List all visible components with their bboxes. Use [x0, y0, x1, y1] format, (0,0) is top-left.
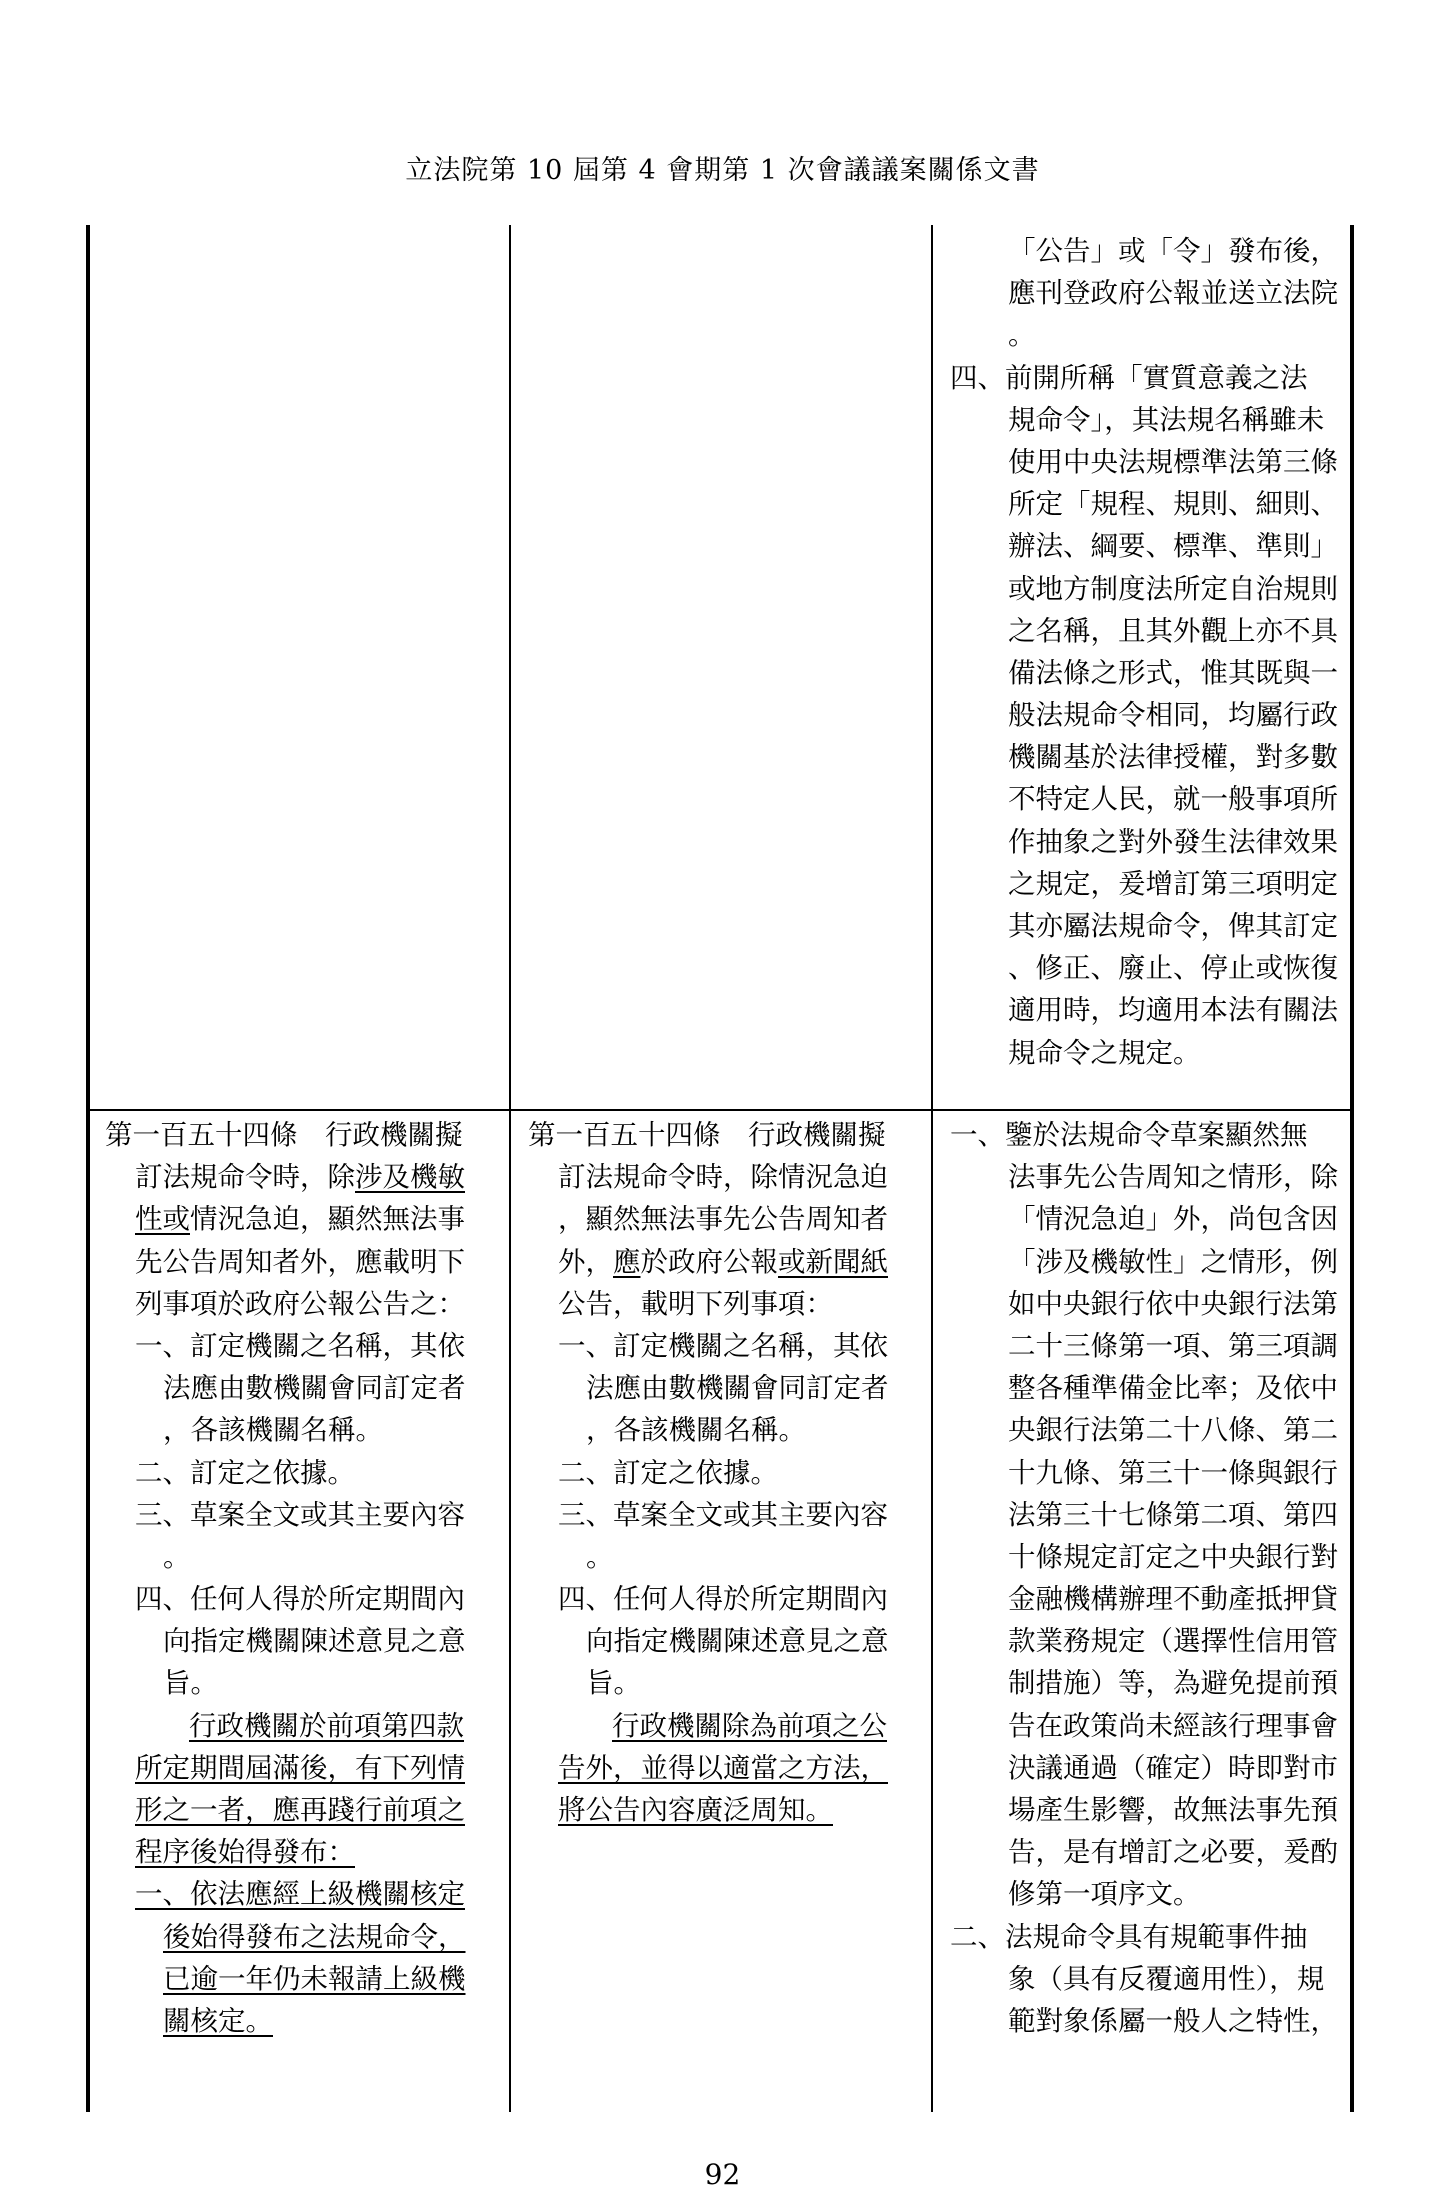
list-item-continued: ，各該機關名稱。 [163, 1414, 383, 1447]
list-item-continued: 制措施）等，為避免提前預 [1008, 1667, 1338, 1700]
changed-text: 應 [613, 1245, 641, 1278]
article-heading: 第一百五十四條 行政機關擬 [105, 1119, 463, 1151]
list-item-continued: 之名稱，且其外觀上亦不具 [1008, 614, 1338, 647]
list-item-continued: 向指定機關陳述意見之意 [586, 1625, 889, 1658]
amended-text: 涉及機敏 [355, 1161, 465, 1194]
article-line: 外，應於政府公報或新聞紙 [558, 1245, 888, 1278]
list-item: 二、法規命令具有規範事件抽 [950, 1920, 1308, 1953]
list-item-continued: 款業務規定（選擇性信用管 [1008, 1625, 1338, 1658]
column-divider [509, 225, 511, 2112]
list-item-continued: 「公告」或「令」發布後， [1008, 235, 1338, 267]
page-number: 92 [704, 2158, 741, 2191]
list-item-continued: 旨。 [163, 1667, 218, 1700]
list-item-continued: 其亦屬法規命令，俾其訂定 [1008, 910, 1338, 942]
article-line: ，顯然無法事先公告周知者 [558, 1203, 888, 1236]
list-item-continued: 十九條、第三十一條與銀行 [1008, 1456, 1338, 1489]
list-item-continued: 之規定，爰增訂第三項明定 [1008, 867, 1338, 900]
list-item-continued: 、修正、廢止、停止或恢復 [1008, 952, 1338, 985]
paragraph-line [528, 1789, 889, 1831]
list-item-continued: 應刊登政府公報並送立法院 [1008, 277, 1338, 310]
column-divider [931, 225, 933, 2112]
list-item: 一、訂定機關之名稱，其依 [135, 1329, 465, 1362]
list-item-continued: 般法規命令相同，均屬行政 [1008, 699, 1338, 732]
amended-text: 程序後始得發布： [135, 1836, 355, 1869]
list-item-continued: 不特定人民，就一般事項所 [1008, 783, 1338, 816]
list-item: 四、前開所稱「實質意義之法 [950, 361, 1308, 394]
changed-text: 告外，並得以適當之方法， [558, 1751, 888, 1784]
paragraph-line [528, 1747, 889, 1789]
list-item-continued: 。 [586, 1540, 614, 1573]
list-item-continued: 修第一項序文。 [1008, 1878, 1201, 1911]
list-item-continued: 金融機構辦理不動產抵押貸 [1008, 1583, 1338, 1616]
paragraph-line [105, 1831, 466, 1873]
article-line: 訂法規命令時，除涉及機敏 [135, 1161, 465, 1194]
list-item-continued: ，各該機關名稱。 [586, 1414, 806, 1447]
changed-text: 將公告內容廣泛周知。 [558, 1794, 833, 1826]
current-article-cell [528, 1114, 889, 1831]
article-line: 公告，載明下列事項： [558, 1287, 833, 1320]
amended-article-cell [105, 1114, 466, 2042]
list-item: 三、草案全文或其主要內容 [558, 1498, 888, 1531]
list-item-continued: 作抽象之對外發生法律效果 [1008, 825, 1338, 858]
list-item: 一、訂定機關之名稱，其依 [558, 1329, 888, 1362]
list-item [105, 1873, 466, 1915]
article-line: 列事項於政府公報公告之： [135, 1287, 465, 1320]
paragraph-line [528, 1705, 889, 1747]
list-item-continued: 適用時，均適用本法有關法 [1008, 994, 1338, 1027]
list-item-continued: 備法條之形式，惟其既與一 [1008, 656, 1338, 689]
list-item-continued: 法應由數機關會同訂定者 [586, 1372, 889, 1405]
list-item: 四、任何人得於所定期間內 [135, 1583, 465, 1616]
list-item-continued: 機關基於法律授權，對多數 [1008, 741, 1338, 774]
list-item-continued: 範對象係屬一般人之特性， [1008, 2004, 1338, 2037]
list-item-continued: 法應由數機關會同訂定者 [163, 1372, 466, 1405]
list-item-continued: 所定「規程、規則、細則、 [1008, 488, 1338, 521]
changed-text: 行政機關除為前項之公 [612, 1709, 887, 1742]
list-item-continued: 告在政策尚未經該行理事會 [1008, 1709, 1338, 1742]
amended-text: 關核定。 [163, 2004, 273, 2037]
amended-text: 行政機關於前項第四款 [189, 1709, 464, 1742]
list-item-continued: 二十三條第一項、第三項調 [1008, 1329, 1338, 1362]
list-item-continued: 如中央銀行依中央銀行法第 [1008, 1287, 1338, 1320]
paragraph-line [105, 1747, 466, 1789]
list-item-continued: 旨。 [586, 1667, 641, 1700]
list-item: 二、訂定之依據。 [135, 1456, 355, 1489]
list-item-continued: 央銀行法第二十八條、第二 [1008, 1414, 1338, 1447]
list-item-continued: 整各種準備金比率；及依中 [1008, 1372, 1338, 1405]
list-item: 二、訂定之依據。 [558, 1456, 778, 1489]
list-item-continued: 。 [163, 1540, 191, 1573]
amended-text: 性或 [135, 1203, 190, 1236]
list-item: 一、鑒於法規命令草案顯然無 [950, 1119, 1308, 1151]
bottom-row-explanation-cell [950, 1114, 1338, 2042]
list-item-continued: 法第三十七條第二項、第四 [1008, 1498, 1338, 1531]
list-item: 三、草案全文或其主要內容 [135, 1498, 465, 1531]
article-line: 先公告周知者外，應載明下 [135, 1245, 465, 1278]
list-item-continued: 規命令」，其法規名稱雖未 [1008, 403, 1325, 436]
document-header: 立法院第 10 屆第 4 會期第 1 次會議議案關係文書 [405, 155, 1040, 186]
list-item-continued: 辦法、綱要、標準、準則」 [1008, 530, 1338, 563]
paragraph-line [105, 1705, 466, 1747]
list-item-continued: 十條規定訂定之中央銀行對 [1008, 1540, 1338, 1573]
list-item-continued: 「涉及機敏性」之情形，例 [1008, 1245, 1338, 1278]
list-item-continued: 「情況急迫」外，尚包含因 [1008, 1203, 1338, 1236]
list-item-continued: 或地方制度法所定自治規則 [1008, 572, 1338, 605]
list-item-continued: 。 [1008, 319, 1036, 352]
list-item-continued: 決議通過（確定）時即對市 [1008, 1751, 1338, 1784]
list-item-continued: 象（具有反覆適用性），規 [1008, 1962, 1325, 1995]
amended-text: 一、依法應經上級機關核定 [135, 1878, 465, 1911]
list-item-continued: 場產生影響，故無法事先預 [1008, 1794, 1338, 1826]
amended-text: 後始得發布之法規命令， [163, 1920, 466, 1953]
list-item-continued: 告，是有增訂之必要，爰酌 [1008, 1836, 1338, 1869]
list-item-continued [105, 1916, 466, 1958]
list-item-continued: 使用中央法規標準法第三條 [1008, 445, 1338, 478]
row-divider [86, 1109, 1354, 1111]
list-item-continued [105, 2000, 466, 2042]
article-line: 訂法規命令時，除情況急迫 [558, 1161, 888, 1194]
paragraph-line [105, 1789, 466, 1831]
article-heading: 第一百五十四條 行政機關擬 [528, 1119, 886, 1151]
amended-text: 所定期間屆滿後，有下列情 [135, 1751, 465, 1784]
article-line: 性或情況急迫，顯然無法事 [135, 1203, 465, 1236]
list-item-continued [105, 1958, 466, 2000]
list-item: 四、任何人得於所定期間內 [558, 1583, 888, 1616]
list-item-continued: 向指定機關陳述意見之意 [163, 1625, 466, 1658]
list-item-continued: 規命令之規定。 [1008, 1036, 1201, 1069]
amended-text: 形之一者，應再踐行前項之 [135, 1794, 465, 1826]
list-item-continued: 法事先公告周知之情形，除 [1008, 1161, 1338, 1194]
amended-text: 已逾一年仍未報請上級機 [163, 1962, 466, 1995]
top-row-explanation-cell [950, 230, 1338, 1074]
changed-text: 或新聞紙 [778, 1245, 888, 1278]
